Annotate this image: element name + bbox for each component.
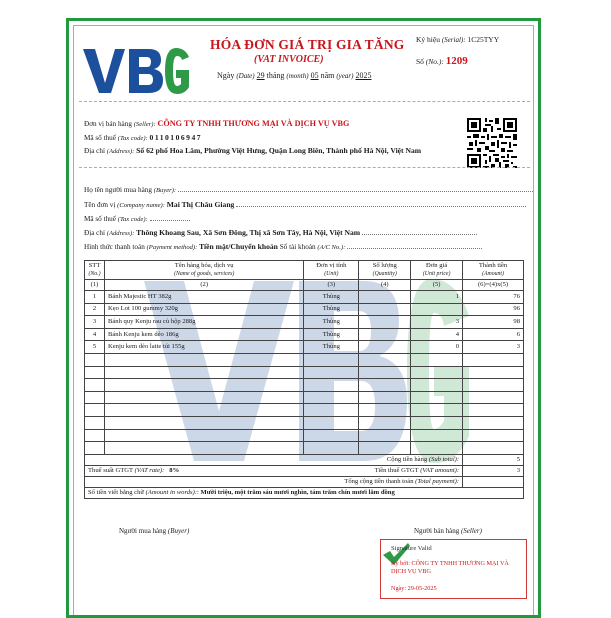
invoice-number: Số (No.): 1209 <box>416 55 468 67</box>
col-header-name: Tên hàng hóa, dịch vụ (Name of goods, services) <box>104 261 303 280</box>
col-header-price: Đơn giá (Unit price) <box>411 261 463 280</box>
column-number-row: (1) (2) (3) (4) (5) (6)=(4)x(5) <box>85 280 524 291</box>
signature-valid-text: Signature Valid <box>391 545 432 552</box>
invoice-subtitle: (VAT INVOICE) <box>254 54 324 65</box>
seller-name: CÔNG TY TNHH THƯƠNG MẠI VÀ DỊCH VỤ VBG <box>157 119 350 128</box>
total-row: Tổng cộng tiền thanh toán (Total payment): <box>85 476 524 487</box>
vat-row: Thuế suất GTGT (VAT rate): 8% Tiền thuế GTGT (VAT amount): 3 <box>85 465 524 476</box>
divider <box>79 101 530 102</box>
buyer-signature-label: Người mua hàng (Buyer) <box>119 527 190 535</box>
date-day: 29 <box>256 71 265 80</box>
seller-tax-row: Mã số thuế (Tax code): 0110106947 <box>84 133 203 142</box>
table-row: 5 Kenju kem dẻo latte túi 155g Thùng 0 3 <box>85 341 524 354</box>
table-row: 2 Kẹo Lot 100 gummy 320g Thùng 96 <box>85 303 524 316</box>
empty-row <box>85 429 524 442</box>
vbg-logo <box>81 43 191 99</box>
empty-row <box>85 404 524 417</box>
invoice-frame <box>66 18 541 618</box>
buyer-company: Mai Thị Châu Giang <box>166 200 235 209</box>
date-year: 2025 <box>355 71 372 80</box>
col-header-quantity: Số lượng (Quantity) <box>359 261 411 280</box>
empty-row <box>85 366 524 379</box>
vat-amount: 3 <box>463 465 524 476</box>
buyer-address-row: Địa chỉ (Address): Thông Khoang Sau, Xã Sơn Đông, Thị xã Sơn Tây, Hà Nội, Việt Nam <box>84 228 477 237</box>
empty-row <box>85 416 524 429</box>
buyer-address: Thông Khoang Sau, Xã Sơn Đông, Thị xã Sơn Tây, Hà Nội, Việt Nam <box>136 228 361 237</box>
seller-tax: 0110106947 <box>149 133 203 142</box>
col-header-no: STT (No.) <box>85 261 105 280</box>
total-value <box>463 476 524 487</box>
table-row: 1 Bánh Majestic HT 382g Thùng 1 76 <box>85 291 524 304</box>
seller-address: Số 62 phố Hoa Lâm, Phường Việt Hưng, Quận Long Biên, Thành phố Hà Nội, Việt Nam <box>136 146 422 155</box>
buyer-name-row: Họ tên người mua hàng (Buyer): <box>84 185 533 194</box>
invoice-title: HÓA ĐƠN GIÁ TRỊ GIA TĂNG <box>210 37 405 52</box>
empty-row <box>85 379 524 392</box>
buyer-company-row: Tên đơn vị (Company name): Mai Thị Châu Giang <box>84 200 526 209</box>
qr-code-icon <box>467 118 517 168</box>
subtotal-value: 5 <box>463 454 524 465</box>
words-row: Số tiền viết bằng chữ (Amount in words):: Mười triệu, một trăm sáu mươi nghìn, tám trăm chín mươi lăm đồng <box>85 487 524 498</box>
empty-row <box>85 391 524 404</box>
payment-method: Tiền mặt/Chuyển khoản <box>199 242 278 251</box>
signed-date-text: Ngày: 29-05-2025 <box>391 585 437 592</box>
col-header-unit: Đơn vị tính (Unit) <box>304 261 359 280</box>
vat-rate: 8% <box>169 466 180 474</box>
seller-name-row: Đơn vị bán hàng (Seller): CÔNG TY TNHH THƯƠNG MẠI VÀ DỊCH VỤ VBG <box>84 119 350 128</box>
date-month: 05 <box>310 71 319 80</box>
signed-by-text: Ký bởi: CÔNG TY TNHH THƯƠNG MẠI VÀ DỊCH VỤ VBG <box>391 560 509 575</box>
table-row: 4 Bánh Kenju kem dẻo 186g Thùng 4 6 <box>85 328 524 341</box>
table-row: 3 Bánh quy Kenju rau củ hộp 288g Thùng 3 98 <box>85 316 524 329</box>
empty-row <box>85 442 524 455</box>
table-header-row <box>85 261 524 280</box>
seller-signature-label: Người bán hàng (Seller) <box>414 527 482 535</box>
subtotal-row: Cộng tiền hàng (Sub total): 5 <box>85 454 524 465</box>
empty-row <box>85 353 524 366</box>
digital-signature-box <box>380 539 527 599</box>
goods-table <box>84 260 524 499</box>
invoice-serial: Ký hiệu (Serial): 1C25TYY <box>416 35 500 44</box>
col-header-amount: Thành tiền (Amount) <box>463 261 524 280</box>
amount-in-words: Mười triệu, một trăm sáu mươi nghìn, tám trăm chín mươi lăm đồng <box>200 488 395 496</box>
buyer-tax-row: Mã số thuế (Tax code): <box>84 214 190 223</box>
invoice-date: Ngày (Date) 29 tháng (month) 05 năm (year) 2025 <box>217 71 372 80</box>
divider <box>79 167 530 168</box>
seller-address-row: Địa chỉ (Address): Số 62 phố Hoa Lâm, Phường Việt Hưng, Quận Long Biên, Thành phố Hà Nội, Việt Nam <box>84 146 422 155</box>
payment-row: Hình thức thanh toán (Payment method): Tiền mặt/Chuyển khoản Số tài khoản (A/C No.): <box>84 242 482 251</box>
